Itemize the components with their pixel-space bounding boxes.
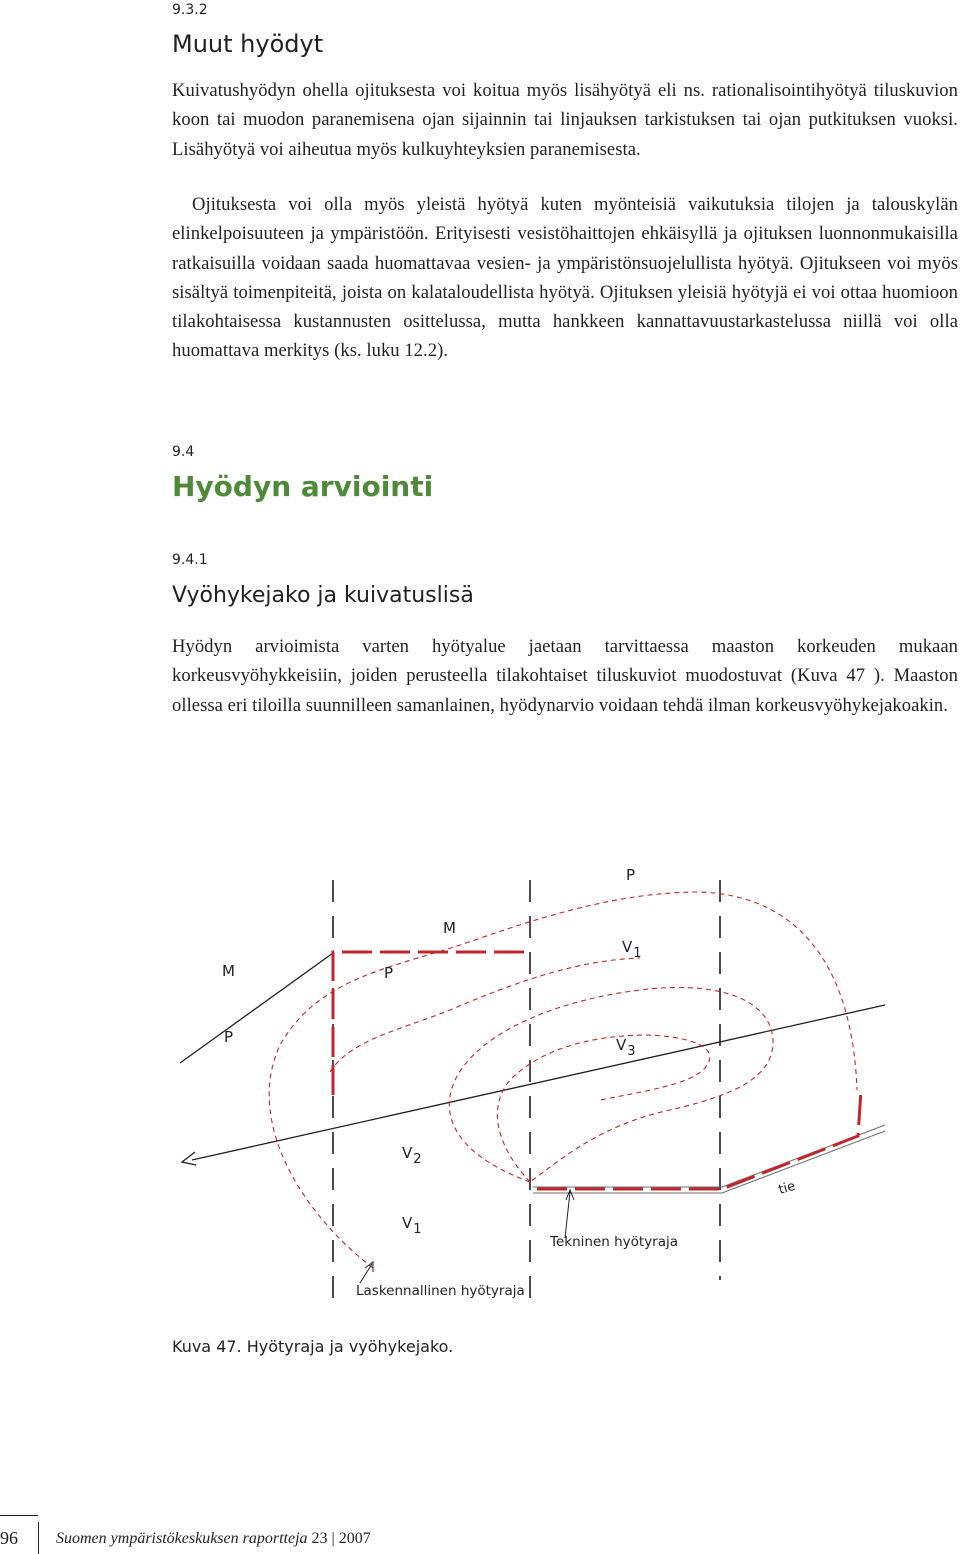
label-computational-boundary: Laskennallinen hyötyraja	[356, 1283, 525, 1299]
label-technical-boundary: Tekninen hyötyraja	[550, 1234, 679, 1250]
issue-number: 23	[311, 1530, 328, 1547]
footer-divider	[38, 1522, 39, 1554]
zone-contour-outer	[269, 892, 857, 1268]
subsection-title: Vyöhykejako ja kuivatuslisä	[172, 583, 474, 608]
pointer-line	[565, 1192, 570, 1238]
zone-contour-v1	[449, 987, 773, 1182]
subsection-number: 9.4.1	[172, 552, 208, 568]
label-v1: V1	[622, 938, 642, 961]
paragraph: Ojituksesta voi olla myös yleistä hyötyä kuten myönteisiä vaikutuksia tilojen ja talouskylän elinkelpoisuuteen ja ympäristöön. Erityisesti vesistöhaittojen ehkäisyllä ja ojituksen luonnonmukaisilla ratkaisuilla voidaan saada huomattavaa vesien- ja ympäristönsuojelullista hyötyä. Ojitukseen voi myös sisältyä toimenpiteitä, joista on kalataloudellista hyötyä. Ojituksen yleisiä hyötyjä ei voi ottaa huomioon tilakohtaisessa kustannusten osittelussa, mutta hankkeen kannattavuustarkastelussa niillä voi olla huomattava merkitys (ks. luku 12.2).	[172, 194, 958, 362]
label-tie: tie	[776, 1178, 798, 1198]
label-p: P	[384, 964, 394, 982]
label-v3: V3	[616, 1036, 636, 1059]
section-number: 9.4	[172, 444, 195, 460]
label-m: M	[222, 962, 235, 980]
ditch-arrow	[182, 1152, 196, 1165]
page-number: 96	[0, 1528, 18, 1548]
ditch-line	[192, 1005, 885, 1160]
label-m: M	[443, 919, 456, 937]
paragraph: Hyödyn arvioimista varten hyötyalue jaetaan tarvittaessa maaston korkeuden mukaan korkeusvyöhykkeisiin, joiden perusteella tilakohtaiset tiluskuviot muodostuvat (Kuva 47 ). Maaston ollessa eri tiloilla suunnilleen samanlainen, hyödynarvio voidaan tehdä ilman korkeusvyöhykejakoakin.	[172, 636, 958, 716]
label-v2: V2	[402, 1144, 422, 1167]
footer-rule	[0, 1515, 38, 1516]
figure-caption: Kuva 47. Hyötyraja ja vyöhykejako.	[172, 1337, 454, 1356]
technical-boundary	[537, 1090, 861, 1189]
zone-contour-inner	[330, 958, 640, 1072]
publication-year: 2007	[338, 1530, 371, 1547]
road-edge	[533, 1131, 885, 1193]
section-number: 9.3.2	[172, 2, 208, 18]
label-v1: V1	[402, 1214, 422, 1237]
publication-title: Suomen ympäristökeskuksen raportteja	[56, 1530, 308, 1547]
road-edge	[533, 1125, 885, 1187]
footer-publication	[56, 1530, 371, 1548]
label-p: P	[224, 1028, 234, 1046]
footer-separator: |	[331, 1530, 335, 1547]
section-title: Muut hyödyt	[172, 30, 324, 58]
technical-boundary	[333, 952, 530, 1095]
label-p: P	[626, 866, 636, 884]
section-title: Hyödyn arviointi	[172, 470, 434, 503]
paragraph: Kuivatushyödyn ohella ojituksesta voi koitua myös lisähyötyä eli ns. rationalisointihyötyä tiluskuvion koon tai muodon paranemisena ojan sijainnin tai linjauksen tarkistuksen tai ojan putkituksen vuoksi. Lisähyötyä voi aiheutua myös kulkuyhteyksien paranemisesta.	[172, 80, 958, 160]
